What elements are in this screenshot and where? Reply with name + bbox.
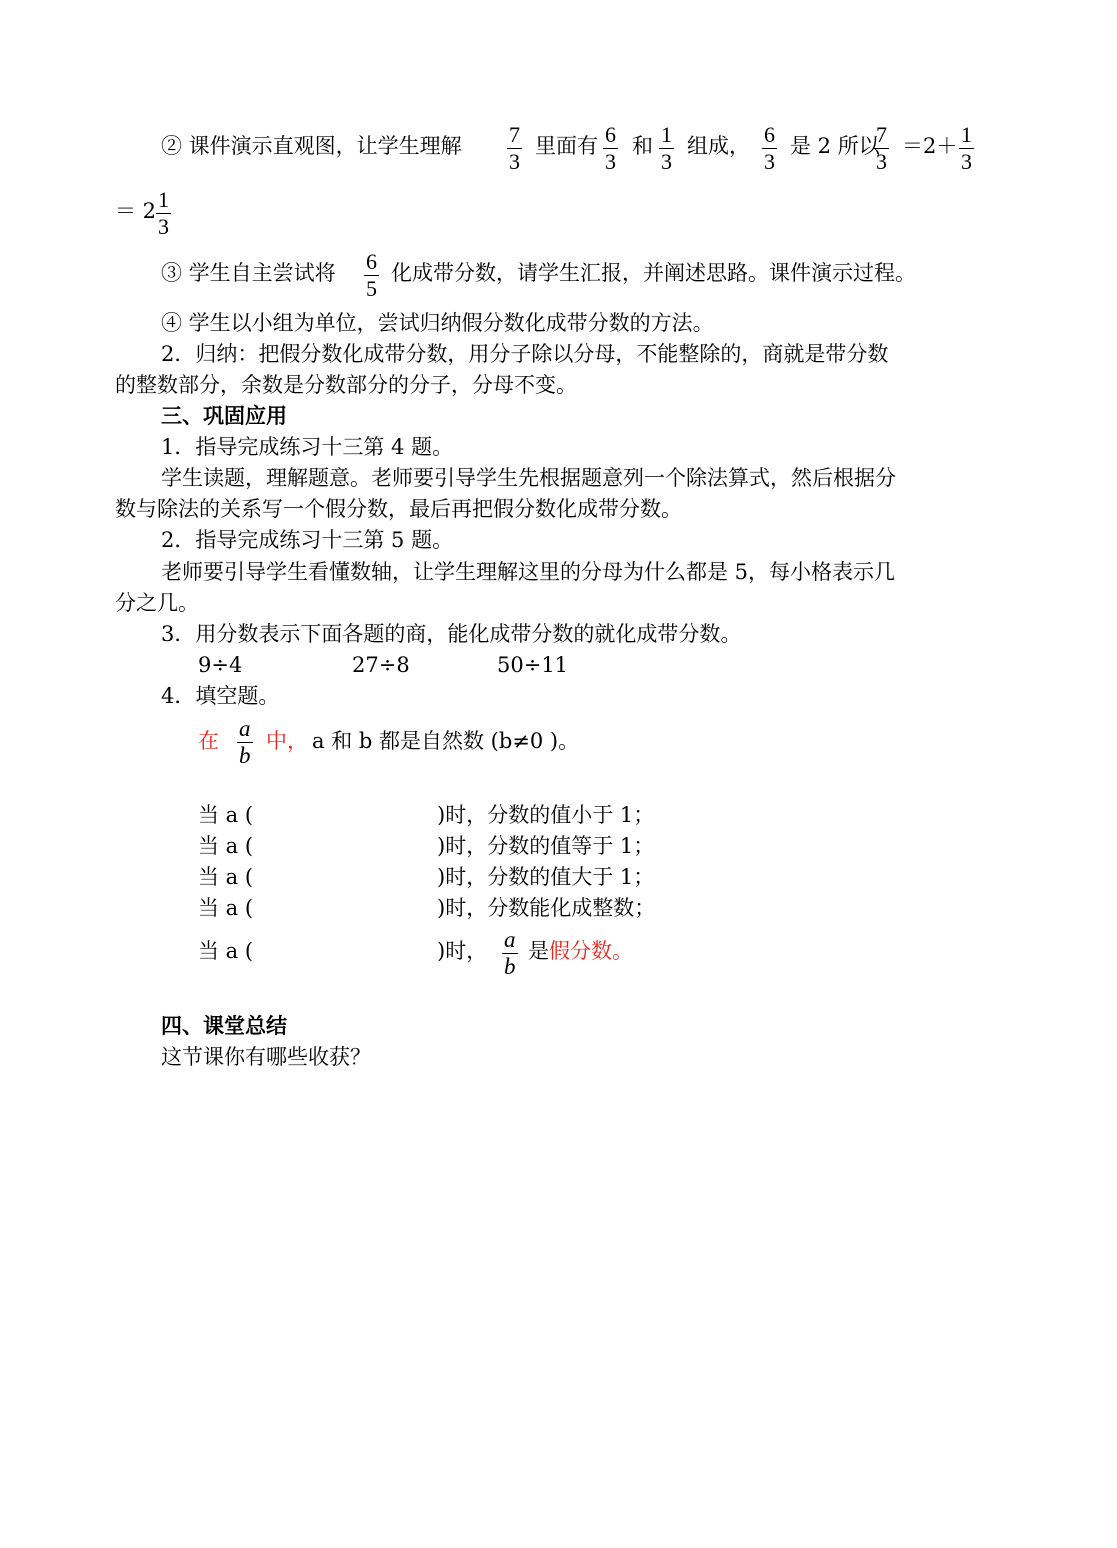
section3-p4-line2: 分之几。 xyxy=(115,591,199,615)
fill-pre: 在 xyxy=(198,729,219,753)
section3-heading: 三、巩固应用 xyxy=(161,403,287,428)
item2-text-1: ② 课件演示直观图，让学生理解 xyxy=(161,134,462,158)
fill-row-5-red: 假分数。 xyxy=(549,939,633,963)
fill-rest: a 和 b 都是自然数 (b≠0 )。 xyxy=(312,729,580,753)
item4-text: ④ 学生以小组为单位，尝试归纳假分数化成带分数的方法。 xyxy=(161,311,714,335)
fraction-7-3: 7 3 xyxy=(509,122,520,174)
fill-row-5-is: 是 xyxy=(528,939,549,963)
fill-row-1-text: )时，分数的值小于 1； xyxy=(437,803,655,827)
fill-row-3-when: 当 a ( xyxy=(198,865,254,889)
section4-text: 这节课你有哪些收获？ xyxy=(161,1045,371,1069)
item2-text-5: 是 2 所以 xyxy=(790,134,880,158)
fraction-a-b-2: a b xyxy=(504,927,516,979)
item3-text-2: 化成带分数，请学生汇报，并阐述思路。课件演示过程。 xyxy=(391,261,916,285)
summary-line-2: 的整数部分，余数是分数部分的分子，分母不变。 xyxy=(115,373,577,397)
fill-row-1-when: 当 a ( xyxy=(198,803,254,827)
section4-heading: 四、课堂总结 xyxy=(161,1013,287,1038)
fraction-1-3: 1 3 xyxy=(661,122,672,174)
expr-27-div-8: 27÷8 xyxy=(352,653,410,677)
expr-9-div-4: 9÷4 xyxy=(198,653,243,677)
fill-mid: 中， xyxy=(266,729,308,753)
item2-text-2: 里面有 xyxy=(535,134,598,158)
section3-p4-line1: 老师要引导学生看懂数轴，让学生理解这里的分母为什么都是 5，每小格表示几 xyxy=(161,560,896,584)
fill-row-2-text: )时，分数的值等于 1； xyxy=(437,834,655,858)
fraction-6-3: 6 3 xyxy=(605,122,616,174)
expr-50-div-11: 50÷11 xyxy=(497,653,569,677)
item2-text-6: ＝2＋ xyxy=(902,134,958,158)
section3-p5: 3．用分数表示下面各题的商，能化成带分数的就化成带分数。 xyxy=(161,622,742,646)
section3-p1: 1．指导完成练习十三第 4 题。 xyxy=(161,435,454,459)
section3-p3: 2．指导完成练习十三第 5 题。 xyxy=(161,528,454,552)
fill-row-2-when: 当 a ( xyxy=(198,834,254,858)
fraction-6-5: 6 5 xyxy=(366,249,377,301)
fraction-a-b: a b xyxy=(239,716,251,768)
fraction-7-3-b: 7 3 xyxy=(876,122,887,174)
fill-row-4-when: 当 a ( xyxy=(198,896,254,920)
fraction-1-3-b: 1 3 xyxy=(961,122,972,174)
item2-text-3: 和 xyxy=(632,134,653,158)
item2-text-4: 组成， xyxy=(687,134,750,158)
fill-row-5-text: )时， xyxy=(437,939,488,963)
section3-p2-line2: 数与除法的关系写一个假分数，最后再把假分数化成带分数。 xyxy=(115,497,682,521)
section3-p2-line1: 学生读题，理解题意。老师要引导学生先根据题意列一个除法算式，然后根据分 xyxy=(161,466,896,490)
fill-row-5-when: 当 a ( xyxy=(198,939,254,963)
item2-line2-prefix: ＝ 2 xyxy=(115,199,157,223)
section3-p6: 4．填空题。 xyxy=(161,684,280,708)
fill-row-4-text: )时，分数能化成整数； xyxy=(437,896,656,920)
fraction-1-3-c: 1 3 xyxy=(158,187,169,239)
item3-text-1: ③ 学生自主尝试将 xyxy=(161,261,336,285)
summary-line-1: 2．归纳：把假分数化成带分数，用分子除以分母，不能整除的，商就是带分数 xyxy=(161,342,889,366)
fill-row-3-text: )时，分数的值大于 1； xyxy=(437,865,655,889)
fraction-6-3-b: 6 3 xyxy=(764,122,775,174)
